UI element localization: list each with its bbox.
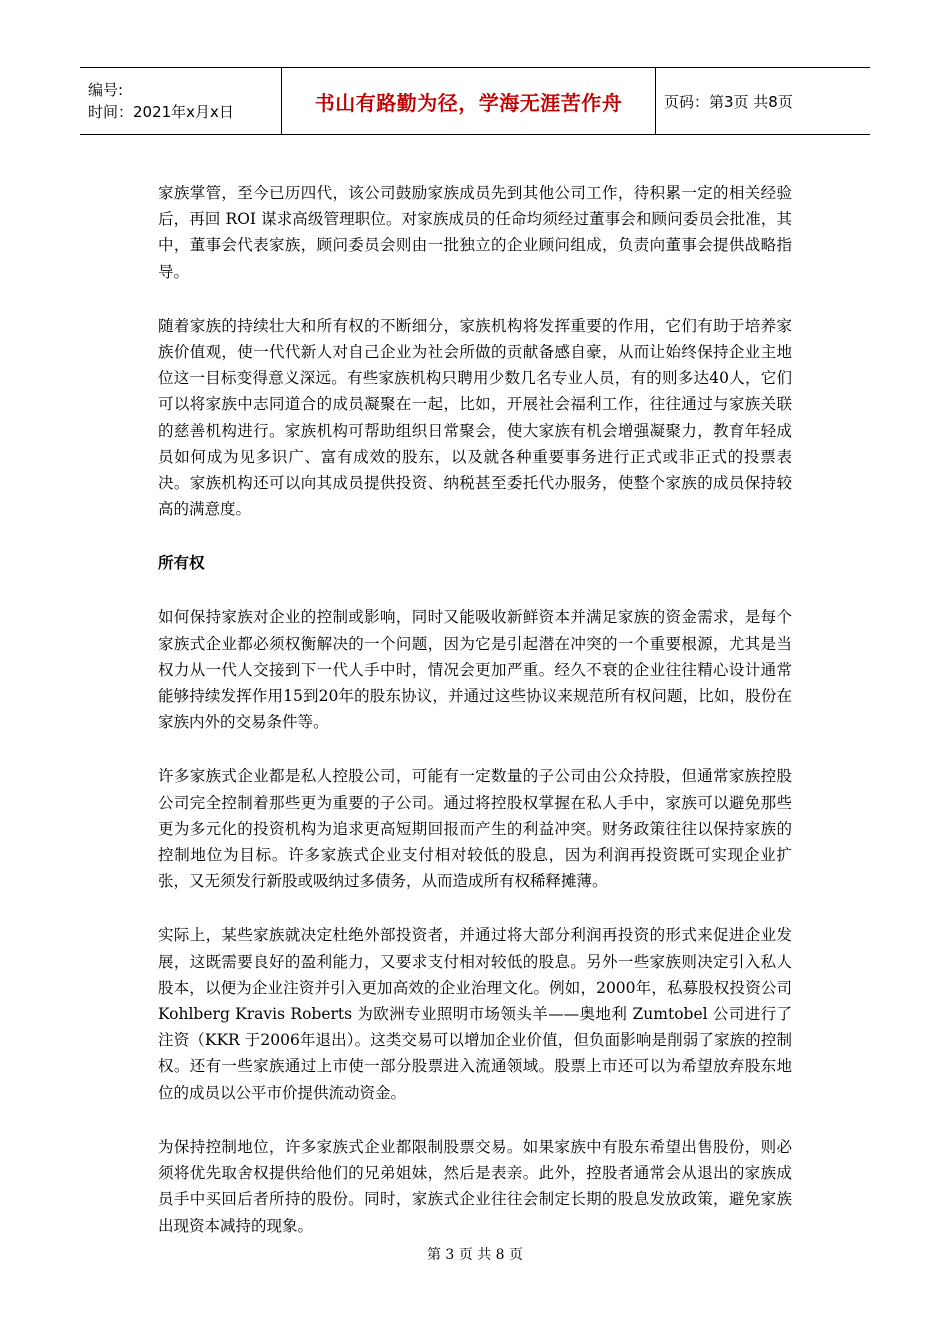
header-page-code xyxy=(656,68,870,134)
header-motto xyxy=(282,68,656,134)
paragraph-1: 家族掌管，至今已历四代，该公司鼓励家族成员先到其他公司工作，待积累一定的相关经验后，再回 ROI 谋求高级管理职位。对家族成员的任命均须经过董事会和顾问委员会批准，其中，董事会代表家族，顾问委员会则由一批独立的企业顾问组成，负责向董事会提供战略指导。 xyxy=(158,184,792,281)
paragraph-3: 如何保持家族对企业的控制或影响，同时又能吸收新鲜资本并满足家族的资金需求，是每个家族式企业都必须权衡解决的一个问题，因为它是引起潜在冲突的一个重要根源，尤其是当权力从一代人交接到下一代人手中时，情况会更加严重。经久不衰的企业往往精心设计通常能够持续发挥作用15到20年的股东协议，并通过这些协议来规范所有权问题，比如，股份在家族内外的交易条件等。 xyxy=(158,608,792,732)
footer-page-number: 第 3 页 共 8 页 xyxy=(426,1247,524,1263)
paragraph-4: 许多家族式企业都是私人控股公司，可能有一定数量的子公司由公众持股，但通常家族控股公司完全控制着那些更为重要的子公司。通过将控股权掌握在私人手中，家族可以避免那些更为多元化的投资机构为追求更高短期回报而产生的利益冲突。财务政策往往以保持家族的控制地位为目标。许多家族式企业支付相对较低的股息，因为利润再投资既可实现企业扩张，又无须发行新股或吸纳过多债务，从而造成所有权稀释摊薄。 xyxy=(158,767,792,891)
page-footer xyxy=(0,1244,950,1264)
header-time-label: 时间：2021年x月x日 xyxy=(88,103,234,121)
section-heading-ownership: 所有权 xyxy=(158,554,205,573)
header-number-label: 编号: xyxy=(88,81,124,99)
paragraph-6: 为保持控制地位，许多家族式企业都限制股票交易。如果家族中有股东希望出售股份，则必须将优先取舍权提供给他们的兄弟姐妹，然后是表亲。此外，控股者通常会从退出的家族成员手中买回后者所持的股份。同时，家族式企业往往会制定长期的股息发放政策，避免家族出现资本减持的现象。 xyxy=(158,1137,792,1235)
header-page-code-text: 页码：第3页 共8页 xyxy=(664,92,793,111)
header-motto-text: 书山有路勤为径，学海无涯苦作舟 xyxy=(314,90,623,115)
paragraph-2: 随着家族的持续壮大和所有权的不断细分，家族机构将发挥重要的作用，它们有助于培养家族价值观，使一代代新人对自己企业为社会所做的贡献备感自豪，从而让始终保持企业主地位这一目标变得意义深远。有些家族机构只聘用少数几名专业人员，有的则多达40人，它们可以将家族中志同道合的成员凝聚在一起，比如，开展社会福利工作，往往通过与家族关联的慈善机构进行。家族机构可帮助组织日常聚会，使大家族有机会增强凝聚力，教育年轻成员如何成为见多识广、富有成效的股东，以及就各种重要事务进行正式或非正式的投票表决。家族机构还可以向其成员提供投资、纳税甚至委托代办服务，使整个家族的成员保持较高的满意度。 xyxy=(158,316,792,519)
document-body xyxy=(158,180,792,1267)
header-meta xyxy=(80,68,282,134)
paragraph-5: 实际上，某些家族就决定杜绝外部投资者，并通过将大部分利润再投资的形式来促进企业发展，这既需要良好的盈利能力，又要求支付相对较低的股息。另外一些家族则决定引入私人股本，以便为企业注资并引入更加高效的企业治理文化。例如，2000年，私募股权投资公司 Kohlberg Kravis Roberts 为欧洲专业照明市场领头羊——奥地利 Zumtobel 公司进行了注资（KKR 于2006年退出）。这类交易可以增加企业价值，但负面影响是削弱了家族的控制权。还有一些家族通过上市使一部分股票进入流通领域。股票上市还可以为希望放弃股东地位的成员以公平市价提供流动资金。 xyxy=(158,926,792,1102)
page-header xyxy=(80,67,870,135)
